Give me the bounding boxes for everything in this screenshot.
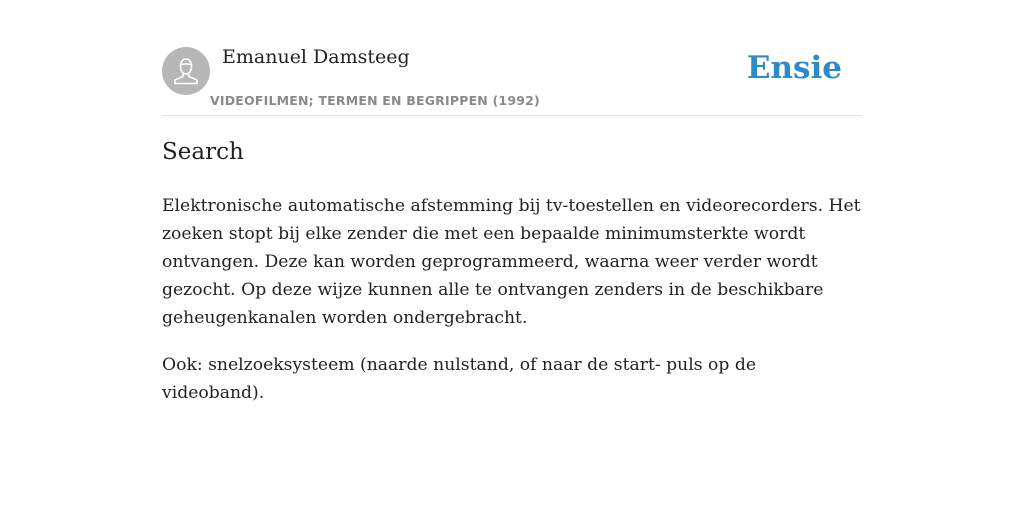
entry-title: Search <box>162 139 244 165</box>
entry-card <box>162 0 862 403</box>
source-label[interactable]: VIDEOFILMEN; TERMEN EN BEGRIPPEN (1992) <box>210 93 540 108</box>
entry-paragraph: Elektronische automatische afstemming bij tv-toestellen en videorecorders. Het zoeken stopt bij elke zender die met een bepaalde minimumsterkte wordt ontvangen. Deze kan worden geprogrammeerd, waarna weer verder wordt gezocht. Op deze wijze kunnen alle te ontvangen zenders in de beschikbare geheugenkanalen worden ondergebracht. <box>162 196 861 328</box>
entry-body <box>162 192 862 426</box>
author-name[interactable]: Emanuel Damsteeg <box>222 46 410 68</box>
user-silhouette-icon <box>162 47 210 95</box>
entry-header <box>162 0 862 116</box>
avatar[interactable] <box>162 47 210 95</box>
entry-paragraph: Ook: snelzoeksysteem (naarde nulstand, of naar de start- puls op de videoband). <box>162 355 757 403</box>
brand-logo[interactable]: Ensie <box>746 50 842 86</box>
